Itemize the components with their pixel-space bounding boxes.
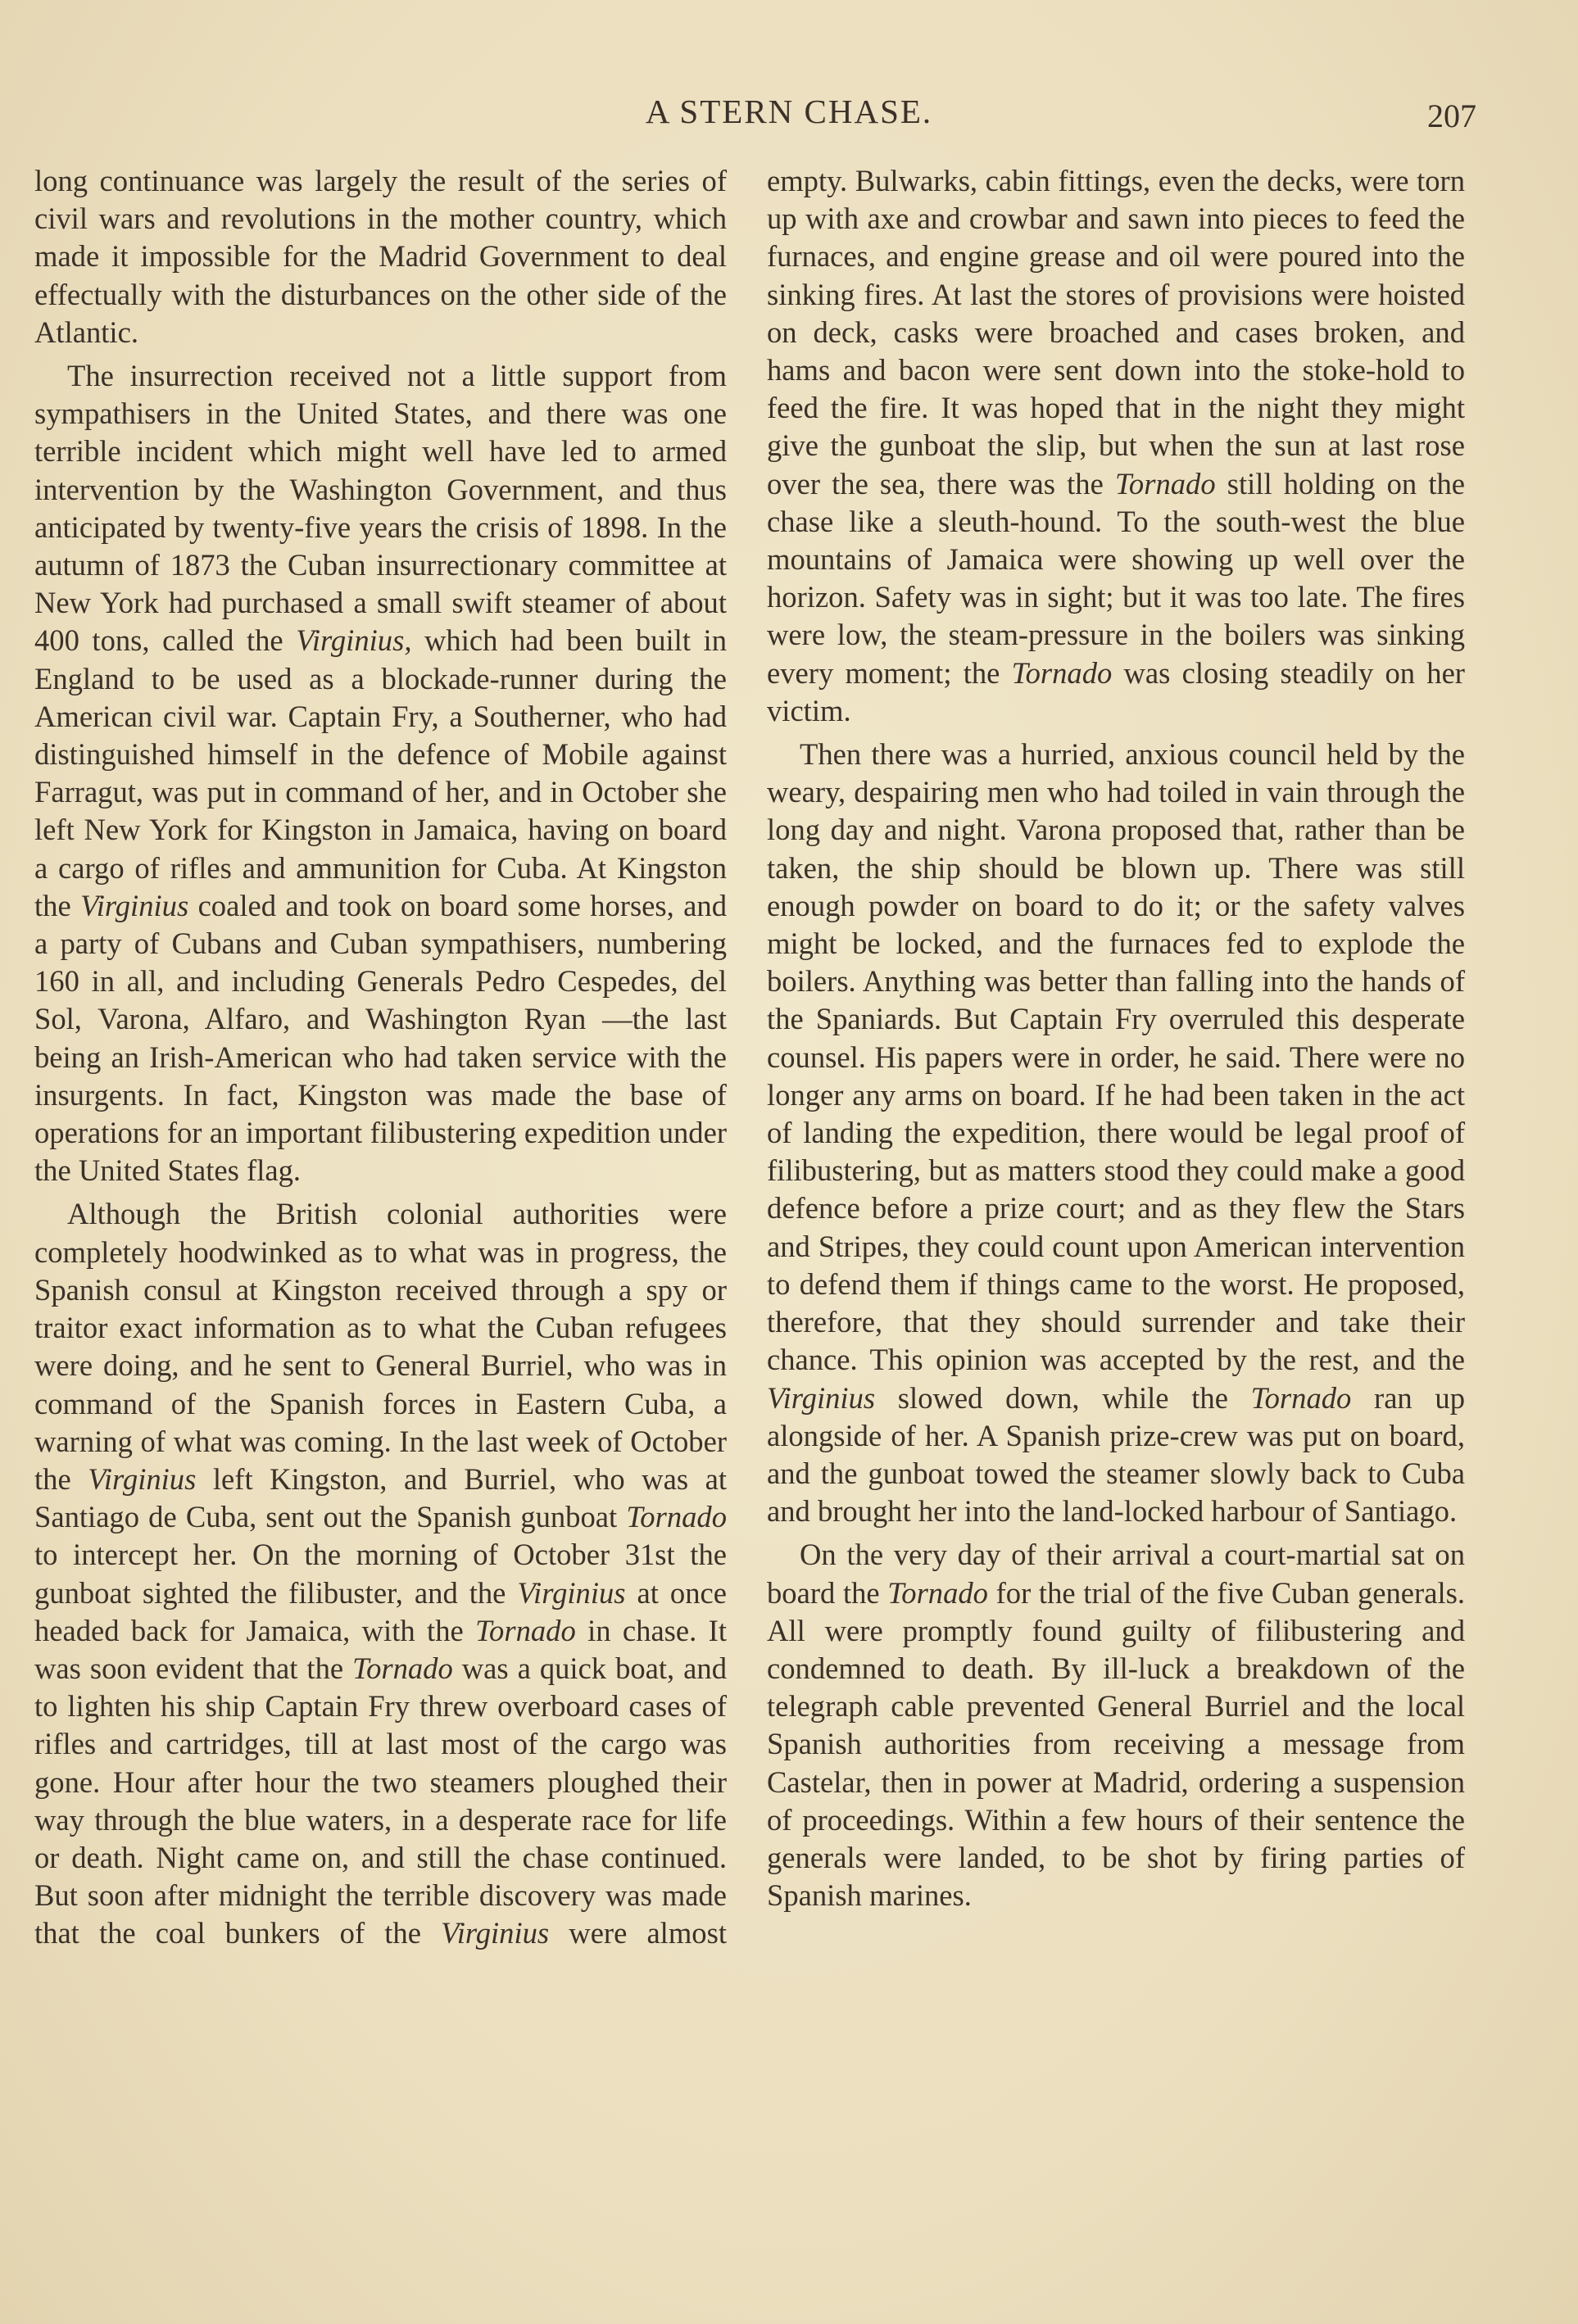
right-column — [767, 162, 1465, 1914]
text-run: The insurrection received not a little support from sympathisers in the United States, and there was one terrible incident which might well have led to armed intervention by the Washington Government, and thus anticipated by twenty-five years the crisis of 1898. In the autumn of 1873 the Cuban insurrectionary committee at New York had purchased a small swift steamer of about 400 tons, called the — [34, 359, 727, 658]
text-run: left Kingston, and Burriel, who was at Santiago de Cuba, sent out the Spanish gunboat — [34, 1461, 727, 1534]
ship-name: Virginius — [80, 888, 189, 922]
text-run: coaled and took on board some horses, and a party of Cubans and Cuban sympathisers, numbering 160 in all, and including Generals Pedro Cespedes, del Sol, Varona, Alfaro, and Washington Ryan —the last being an Irish-American who had taken service with the insurgents. In fact, Kingston was made the base of operations for an important filibustering expedition under the United States flag. — [34, 888, 727, 1188]
ship-name: Tornado — [626, 1500, 727, 1534]
right-paragraph-2 — [767, 736, 1465, 1530]
text-run: for the trial of the five Cuban generals. All were promptly found guilty of filibustering and condemned to death. By ill-luck a breakdown of the telegraph cable prevented General Burriel and the local Spanish authorities from receiving a message from Castelar, then in power at Madrid, ordering a suspension of proceedings. Within a few hours of their sentence the generals were landed, to be shot by firing parties of Spanish marines. — [767, 1575, 1465, 1913]
ship-name: Tornado — [1114, 466, 1216, 501]
text-run: On the very day of their arrival a court-martial sat on board the — [767, 1538, 1465, 1610]
ship-name: Tornado — [352, 1651, 453, 1685]
text-run: were almost — [549, 1916, 727, 1950]
text-run: in chase. It was soon evident that the — [34, 1613, 727, 1685]
ship-name: Tornado — [887, 1575, 988, 1610]
left-paragraph-1: long continuance was largely the result of the series of civil wars and revolutions in the mother country, which made it impossible for the Madrid Government to deal effectually with the disturbances on the other side of the Atlantic. — [34, 164, 727, 349]
ship-name: Virginius — [517, 1575, 626, 1610]
ship-name: Tornado — [1011, 655, 1113, 690]
text-run: empty. Bulwarks, cabin fittings, even the decks, were torn up with axe and crowbar and sawn into pieces to feed the furnaces, and engine grease and oil were poured into the sinking fires. At last the stores of provisions were hoisted on deck, casks were broached and cases broken, and hams and bacon were sent down into the stoke-hold to feed the fire. It was hoped that in the night they might give the gunboat the slip, but when the sun at last rose over the sea, there was the — [767, 164, 1465, 501]
text-run: still holding on the chase like a sleuth-hound. To the south-west the blue mountains of Jamaica were showing up well over the horizon. Safety was in sight; but it was too late. The fires were low, the steam-pressure in the boilers was sinking every moment; the — [767, 466, 1466, 690]
text-run: was closing steadily on her victim. — [767, 655, 1465, 727]
ship-name: Tornado — [1250, 1380, 1352, 1415]
ship-name: Virginius — [441, 1916, 550, 1950]
text-run: which had been built in England to be used as a blockade-runner during the American civil war. Captain Fry, a Southerner, who had distinguished himself in the defence of Mobile against Farragut, was put in command of her, and in October she left New York for Kingston in Jamaica, having on board a cargo of rifles and ammunition for Cuba. At Kingston the — [34, 623, 728, 922]
page-number: 207 — [1427, 97, 1476, 134]
text-run: Then there was a hurried, anxious council held by the weary, despairing men who had toiled in vain through the long day and night. Varona proposed that, rather than be taken, the ship should be blown up. There was still enough powder on board to do it; or the safety valves might be locked, and the furnaces fed to explode the boilers. Anything was better than falling into the hands of the Spaniards. But Captain Fry overruled this desperate counsel. His papers were in order, he said. There were no longer any arms on board. If he had been taken in the act of landing the expedition, there would be legal proof of filibustering, but as matters stood they could make a good defence before a prize court; and as they flew the Stars and Stripes, they could count upon American intervention to defend them if things came to the worst. He proposed, therefore, that they should surrender and take their chance. This opinion was accepted by the rest, and the — [767, 737, 1465, 1377]
ship-name: Virginius — [88, 1461, 197, 1496]
text-run: was a quick boat, and to lighten his ship Captain Fry threw overboard cases of rifles and cartridges, till at last most of the cargo was gone. Hour after hour the two steamers ploughed their way through the blue waters, in a desperate race for life or death. Night came on, and still the chase continued. But soon after midnight the terrible discovery was made that the coal bunkers of the — [34, 1651, 727, 1950]
text-run: Although the British colonial authorities were completely hoodwinked as to what was in progress, the Spanish consul at Kingston received through a spy or traitor exact information as to what the Cuban refugees were doing, and he sent to General Burriel, who was in command of the Spanish forces in Eastern Cuba, a warning of what was coming. In the last week of October the — [34, 1197, 727, 1496]
ship-name: Tornado — [475, 1613, 576, 1647]
left-paragraph-3 — [34, 1195, 727, 1952]
right-paragraph-3 — [767, 1536, 1465, 1914]
text-run: to intercept her. On the morning of October 31st the gunboat sighted the filibuster, and the — [34, 1538, 727, 1610]
running-head-title: A STERN CHASE. — [645, 93, 933, 130]
left-paragraph-2 — [34, 357, 727, 1189]
text-run: ran up alongside of her. A Spanish prize-crew was put on board, and the gunboat towed the steamer slowly back to Cuba and brought her into the land-locked harbour of Santiago. — [767, 1380, 1466, 1529]
text-run: at once headed back for Jamaica, with the — [34, 1575, 727, 1647]
ship-name: Virginius — [767, 1380, 876, 1415]
text-run: slowed down, while the — [875, 1380, 1251, 1415]
right-paragraph-1 — [767, 162, 1465, 730]
left-column — [34, 162, 727, 1953]
ship-name: Virginius, — [296, 623, 412, 658]
